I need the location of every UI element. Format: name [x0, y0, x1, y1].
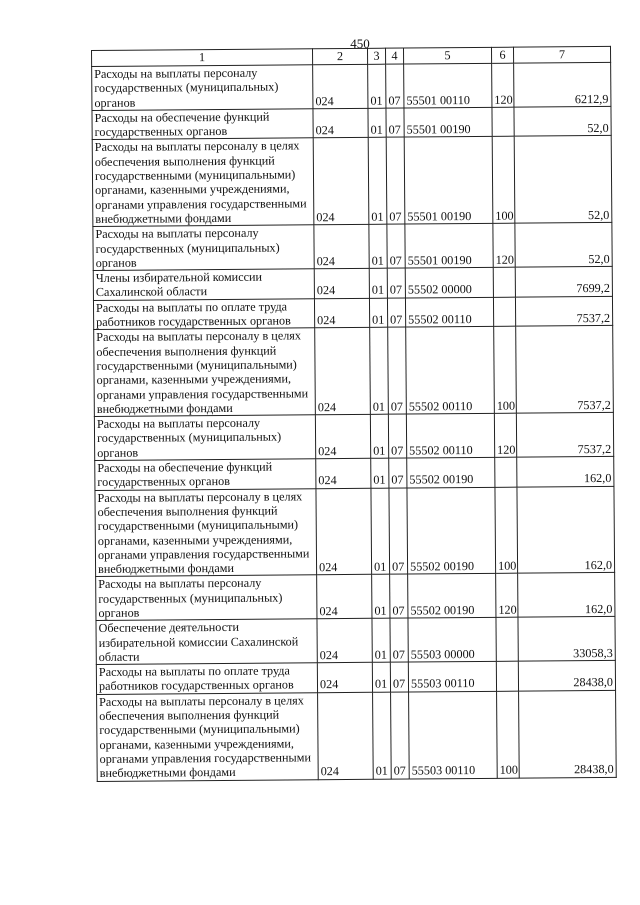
item-name-cell: Расходы на выплаты персоналу государственных (муниципальных) органов — [94, 415, 315, 461]
section-code-cell: 01 — [372, 575, 390, 619]
expense-type-cell: 120 — [492, 63, 514, 107]
amount-cell: 162,0 — [518, 573, 615, 618]
subsection-code-cell: 07 — [390, 662, 408, 692]
table-row — [95, 456, 614, 490]
subsection-code-cell: 07 — [386, 64, 404, 108]
table-row — [93, 267, 612, 301]
table-row — [93, 223, 612, 271]
target-article-cell: 55502 00000 — [405, 268, 493, 298]
amount-cell: 7537,2 — [516, 326, 614, 414]
amount-cell: 28438,0 — [518, 661, 615, 691]
target-article-cell: 55502 00110 — [406, 413, 494, 458]
section-code-cell: 01 — [368, 108, 386, 138]
subsection-code-cell: 07 — [386, 108, 404, 138]
subsection-code-cell: 07 — [387, 298, 405, 328]
ministry-code-cell: 024 — [314, 298, 369, 328]
target-article-cell: 55502 00190 — [407, 487, 496, 574]
expense-type-cell — [496, 617, 518, 661]
table-row — [95, 486, 615, 577]
ministry-code-cell: 024 — [318, 692, 374, 779]
table-row — [93, 296, 612, 330]
budget-table — [91, 46, 617, 782]
section-code-cell: 01 — [373, 692, 392, 779]
expense-type-cell — [493, 267, 515, 297]
ministry-code-cell: 024 — [314, 268, 369, 298]
subsection-code-cell: 07 — [391, 692, 410, 779]
column-header: 2 — [312, 48, 367, 64]
amount-cell: 33058,3 — [518, 617, 615, 662]
column-header: 4 — [385, 48, 403, 64]
item-name-cell: Расходы на выплаты по оплате труда работников государственных органов — [93, 299, 314, 330]
section-code-cell: 01 — [372, 618, 390, 662]
column-header: 3 — [367, 48, 385, 64]
column-header: 5 — [403, 47, 491, 64]
expense-type-cell: 120 — [496, 574, 518, 618]
item-name-cell: Расходы на выплаты персоналу в целях обеспечения выполнения функций государственными (муниципальными) органами, казенными учреждениями, органами управления государственными внебюджетными фондами — [97, 693, 319, 782]
amount-cell: 162,0 — [517, 456, 614, 486]
item-name-cell: Расходы на выплаты по оплате труда работников государственных органов — [96, 663, 317, 694]
table-body — [92, 62, 617, 781]
expense-type-cell: 120 — [493, 223, 515, 267]
ministry-code-cell: 024 — [316, 458, 371, 488]
subsection-code-cell: 07 — [389, 458, 407, 488]
item-name-cell: Расходы на выплаты персоналу в целях обеспечения выполнения функций государственными (муниципальными) органами, казенными учреждениями, органами управления государственными внебюджетными фондами — [92, 138, 314, 227]
item-name-cell: Расходы на обеспечение функций государственных органов — [95, 459, 316, 490]
section-code-cell: 01 — [371, 488, 390, 575]
section-code-cell: 01 — [370, 328, 389, 415]
subsection-code-cell: 07 — [390, 574, 408, 618]
column-header: 6 — [491, 47, 513, 63]
subsection-code-cell: 07 — [386, 138, 405, 225]
expense-type-cell — [493, 297, 515, 327]
section-code-cell: 01 — [368, 138, 387, 225]
table-row — [94, 326, 614, 417]
subsection-code-cell: 07 — [390, 618, 408, 662]
table-row — [96, 661, 615, 695]
section-code-cell: 01 — [370, 414, 388, 458]
table-row — [96, 573, 615, 621]
ministry-code-cell: 024 — [317, 619, 372, 663]
subsection-code-cell: 07 — [388, 327, 407, 414]
item-name-cell: Расходы на выплаты персоналу государственных (муниципальных) органов — [92, 65, 313, 111]
section-code-cell: 01 — [372, 662, 390, 692]
target-article-cell: 55501 00190 — [404, 107, 492, 137]
section-code-cell: 01 — [369, 298, 387, 328]
target-article-cell: 55503 00110 — [408, 662, 496, 692]
target-article-cell: 55501 00190 — [405, 224, 493, 269]
expense-type-cell — [495, 457, 517, 487]
table-row — [92, 62, 611, 110]
item-name-cell: Расходы на выплаты персоналу в целях обеспечения выполнения функций государственными (муниципальными) органами, казенными учреждениями, органами управления государственными внебюджетными фондами — [95, 488, 317, 577]
table-row — [97, 690, 617, 781]
item-name-cell: Расходы на выплаты персоналу государственных (муниципальных) органов — [93, 225, 314, 271]
item-name-cell: Расходы на обеспечение функций государственных органов — [92, 109, 313, 140]
amount-cell: 7537,2 — [515, 296, 612, 326]
expense-type-cell: 100 — [497, 691, 520, 778]
amount-cell: 162,0 — [517, 486, 615, 574]
ministry-code-cell: 024 — [317, 575, 372, 619]
ministry-code-cell: 024 — [313, 108, 368, 138]
section-code-cell: 01 — [369, 224, 387, 268]
target-article-cell: 55502 00190 — [407, 457, 495, 487]
ministry-code-cell: 024 — [313, 64, 368, 108]
subsection-code-cell: 07 — [387, 268, 405, 298]
ministry-code-cell: 024 — [315, 414, 370, 458]
amount-cell: 7537,2 — [516, 413, 613, 458]
table-row — [94, 413, 613, 461]
ministry-code-cell: 024 — [317, 662, 372, 692]
item-name-cell: Расходы на выплаты персоналу в целях обеспечения выполнения функций государственными (муниципальными) органами, казенными учреждениями, органами управления государственными внебюджетными фондами — [94, 328, 316, 417]
ministry-code-cell: 024 — [316, 488, 372, 575]
column-header: 7 — [513, 46, 610, 63]
target-article-cell: 55501 00110 — [404, 63, 492, 108]
target-article-cell: 55502 00190 — [408, 574, 496, 619]
target-article-cell: 55502 00110 — [405, 297, 493, 327]
expense-type-cell: 100 — [494, 327, 517, 414]
column-header: 1 — [92, 49, 313, 67]
expense-type-cell — [492, 107, 514, 137]
ministry-code-cell: 024 — [314, 225, 369, 269]
target-article-cell: 55502 00110 — [406, 327, 495, 414]
amount-cell: 52,0 — [514, 106, 611, 136]
target-article-cell: 55503 00000 — [408, 618, 496, 663]
section-code-cell: 01 — [368, 64, 386, 108]
table-row — [96, 617, 615, 665]
target-article-cell: 55503 00110 — [409, 691, 498, 778]
item-name-cell: Обеспечение деятельности избирательной комиссии Сахалинской области — [96, 619, 317, 665]
expense-type-cell: 100 — [495, 487, 518, 574]
amount-cell: 52,0 — [515, 223, 612, 268]
ministry-code-cell: 024 — [313, 138, 369, 225]
table-row — [92, 136, 612, 227]
budget-sheet — [91, 46, 617, 901]
expense-type-cell: 100 — [492, 137, 515, 224]
section-code-cell: 01 — [369, 268, 387, 298]
item-name-cell: Расходы на выплаты персоналу государственных (муниципальных) органов — [96, 575, 317, 621]
expense-type-cell — [496, 661, 518, 691]
target-article-cell: 55501 00190 — [404, 137, 493, 224]
amount-cell: 52,0 — [514, 136, 612, 224]
ministry-code-cell: 024 — [315, 328, 371, 415]
page-number: 450 — [350, 36, 370, 51]
amount-cell: 28438,0 — [519, 690, 617, 778]
subsection-code-cell: 07 — [389, 488, 408, 575]
amount-cell: 6212,9 — [514, 62, 611, 107]
item-name-cell: Члены избирательной комиссии Сахалинской области — [93, 269, 314, 300]
subsection-code-cell: 07 — [388, 414, 406, 458]
table-row — [92, 106, 611, 140]
amount-cell: 7699,2 — [515, 267, 612, 297]
subsection-code-cell: 07 — [387, 224, 405, 268]
expense-type-cell: 120 — [494, 413, 516, 457]
section-code-cell: 01 — [371, 458, 389, 488]
